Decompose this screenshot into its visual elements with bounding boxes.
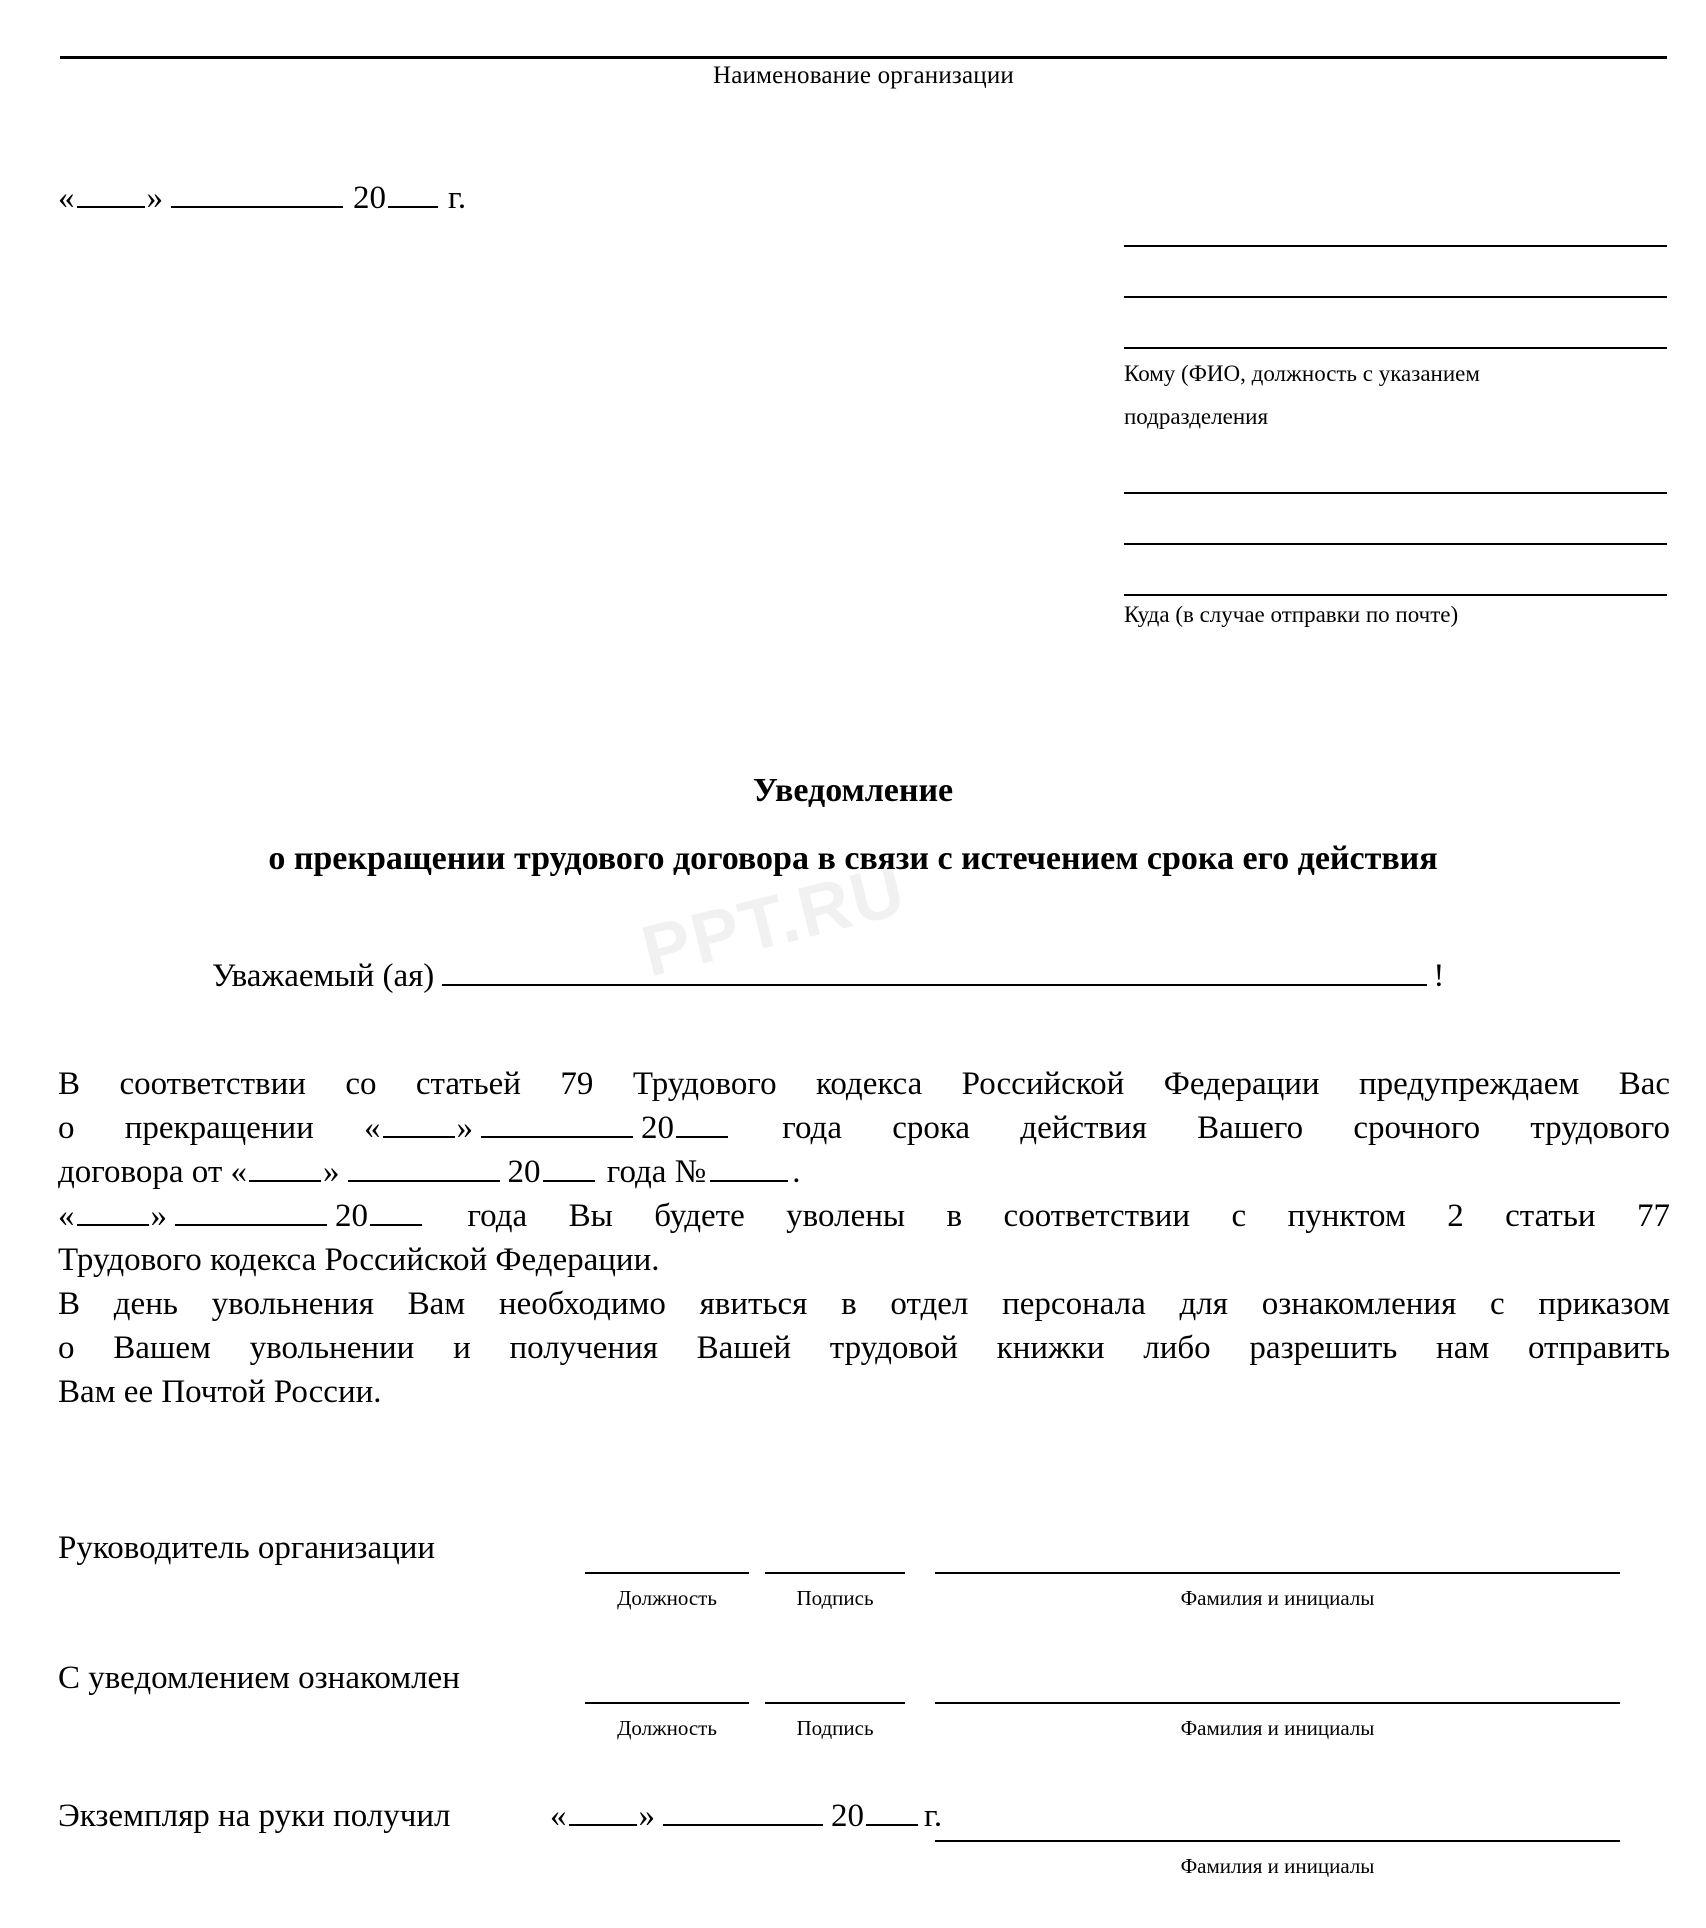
body-text	[58, 1062, 1670, 1414]
acknowledgement-sign-caption: Подпись	[796, 1716, 874, 1740]
addressee-to-block	[1124, 196, 1667, 438]
salutation-prefix: Уважаемый (ая)	[212, 958, 435, 994]
signature-sign-blank[interactable]	[765, 1572, 905, 1574]
body-p1-fragment-c: договора от	[58, 1154, 223, 1190]
acknowledgement-role-label: С уведомлением ознакомлен	[58, 1660, 460, 1696]
acknowledgement-position-blank[interactable]	[585, 1702, 749, 1704]
dismissal-date-year-blank[interactable]	[370, 1224, 422, 1226]
contract-number-blank[interactable]	[710, 1180, 788, 1182]
addressee-where-blank-1[interactable]	[1124, 443, 1667, 494]
quote-open-glyph: «	[364, 1110, 381, 1146]
quote-close-glyph: »	[456, 1110, 474, 1146]
quote-open-glyph: «	[58, 180, 75, 216]
page-subtitle: о прекращении трудового договора в связи с истечением срока его действия	[268, 840, 1438, 877]
quote-close-glyph: »	[323, 1154, 340, 1190]
date-year-suffix: г.	[448, 180, 467, 216]
body-paragraph-3-line-1: В день увольнения Вам необходимо явиться в отдел персонала для ознакомления с приказом	[58, 1286, 1670, 1322]
date-year-prefix: 20	[353, 180, 386, 216]
termination-date-year-blank[interactable]	[676, 1136, 728, 1138]
body-paragraph-1-line-1: В соответствии со статьей 79 Трудового кодекса Российской Федерации предупреждаем Вас	[58, 1066, 1670, 1102]
body-paragraph-1-line-2	[58, 1106, 1670, 1150]
date-month-blank[interactable]	[171, 206, 343, 208]
contract-year-prefix: 20	[507, 1154, 541, 1190]
body-paragraph-3-line-2: о Вашем увольнении и получения Вашей трудовой книжки либо разрешить нам отправить	[58, 1330, 1670, 1366]
acknowledgement-position-caption: Должность	[617, 1716, 717, 1740]
body-p1-fragment-d: года №	[606, 1154, 707, 1190]
quote-close-glyph: »	[146, 180, 163, 216]
quote-open-glyph: «	[58, 1198, 75, 1234]
acknowledgement-sign-blank[interactable]	[765, 1702, 905, 1704]
body-paragraph-1-line-3	[58, 1150, 1670, 1194]
page-title: Уведомление	[752, 772, 954, 809]
date-day-blank[interactable]	[77, 206, 145, 208]
copy-received-year-suffix: г.	[924, 1798, 943, 1834]
organization-name-caption: Наименование организации	[712, 62, 1015, 89]
addressee-to-caption	[1124, 349, 1667, 438]
body-p1-period: .	[792, 1154, 801, 1190]
addressee-to-blank-1[interactable]	[1124, 196, 1667, 247]
date-year-blank[interactable]	[388, 206, 438, 208]
addressee-to-caption-line2: подразделения	[1124, 403, 1269, 429]
signature-surname-caption: Фамилия и инициалы	[1180, 1586, 1375, 1610]
signature-sign-caption: Подпись	[796, 1586, 874, 1610]
copy-received-year-prefix: 20	[831, 1798, 864, 1834]
copy-received-surname-blank[interactable]	[935, 1840, 1620, 1842]
quote-open-glyph: «	[550, 1798, 567, 1834]
copy-received-label: Экземпляр на руки получил	[58, 1798, 451, 1834]
quote-close-glyph: »	[638, 1798, 655, 1834]
quote-open-glyph: «	[230, 1154, 247, 1190]
quote-close-glyph: »	[150, 1198, 167, 1234]
acknowledgement-surname-caption: Фамилия и инициалы	[1180, 1716, 1375, 1740]
termination-date-day-blank[interactable]	[383, 1136, 455, 1138]
contract-date-day-blank[interactable]	[249, 1180, 321, 1182]
document-date-line	[58, 180, 466, 217]
acknowledgement-surname-blank[interactable]	[935, 1702, 1620, 1704]
signature-surname-blank[interactable]	[935, 1572, 1620, 1574]
signature-role-label: Руководитель организации	[58, 1530, 436, 1566]
body-p1-fragment-a: о прекращении	[58, 1110, 314, 1146]
body-paragraph-2-line-1	[58, 1194, 1670, 1238]
addressee-to-blank-2[interactable]	[1124, 247, 1667, 298]
addressee-where-blank-2[interactable]	[1124, 494, 1667, 545]
signature-position-blank[interactable]	[585, 1572, 749, 1574]
body-paragraph-2-line-2: Трудового кодекса Российской Федерации.	[58, 1242, 660, 1278]
termination-date-month-blank[interactable]	[481, 1136, 633, 1138]
signature-position-caption: Должность	[617, 1586, 717, 1610]
dismissal-date-day-blank[interactable]	[77, 1224, 149, 1226]
body-p2-fragment-a: года Вы будете уволены в соответствии с пунктом 2 статьи 77	[467, 1198, 1670, 1234]
copy-received-date-line	[550, 1798, 942, 1835]
recipient-name-blank[interactable]	[442, 984, 1427, 986]
body-p1-fragment-b: года срока действия Вашего срочного трудового	[782, 1110, 1670, 1146]
addressee-to-caption-line1: Кому (ФИО, должность с указанием	[1124, 361, 1480, 386]
copy-received-day-blank[interactable]	[569, 1824, 637, 1826]
body-paragraph-3-line-3: Вам ее Почтой России.	[58, 1374, 382, 1410]
copy-received-year-blank[interactable]	[866, 1824, 918, 1826]
header-divider-rule	[60, 56, 1667, 59]
contract-date-month-blank[interactable]	[348, 1180, 500, 1182]
contract-date-year-blank[interactable]	[543, 1180, 595, 1182]
termination-year-prefix: 20	[641, 1110, 675, 1146]
dismissal-date-month-blank[interactable]	[175, 1224, 327, 1226]
salutation-line	[212, 958, 1444, 995]
addressee-where-caption: Куда (в случае отправки по почте)	[1124, 602, 1459, 627]
addressee-to-blank-3[interactable]	[1124, 298, 1667, 349]
salutation-suffix: !	[1433, 958, 1445, 994]
ppt-ru-watermark: PPT.RU	[634, 849, 914, 993]
addressee-where-blank-3[interactable]	[1124, 545, 1667, 596]
copy-received-month-blank[interactable]	[663, 1824, 823, 1826]
copy-received-surname-caption: Фамилия и инициалы	[1180, 1854, 1375, 1878]
addressee-where-block	[1124, 443, 1667, 628]
dismissal-year-prefix: 20	[335, 1198, 368, 1234]
